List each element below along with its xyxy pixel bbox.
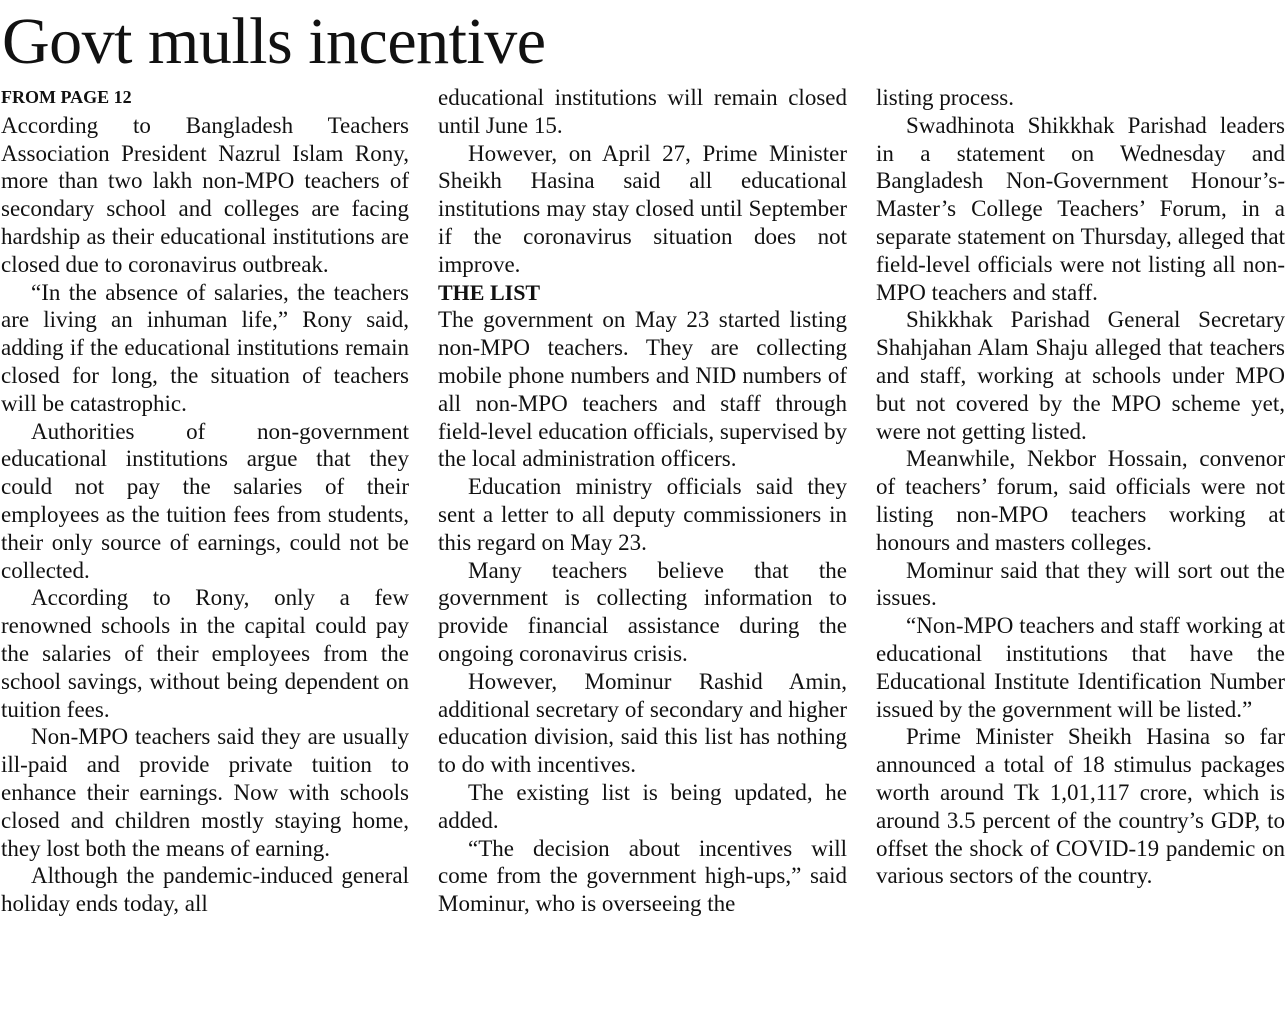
section-subhead: THE LIST xyxy=(438,279,541,305)
paragraph: Meanwhile, Nekbor Hossain, convenor of teachers’ forum, said officials were not listing non-MPO teachers working at honours and masters colleges. xyxy=(876,446,1285,555)
paragraph: Education ministry officials said they sent a letter to all deputy commissioners in this regard on May 23. xyxy=(438,474,847,555)
paragraph: Shikkhak Parishad General Secretary Shahjahan Alam Shaju alleged that teachers and staff, working at schools under MPO but not covered by the MPO scheme yet, were not getting listed. xyxy=(876,307,1285,444)
paragraph: “Non-MPO teachers and staff working at educational institutions that have the Educational Institute Identification Number issued by the government will be listed.” xyxy=(876,613,1285,722)
paragraph: Although the pandemic-induced general holiday ends today, all xyxy=(1,863,409,917)
paragraph: The existing list is being updated, he added. xyxy=(438,779,847,833)
paragraph: Mominur said that they will sort out the issues. xyxy=(876,557,1285,611)
paragraph: Authorities of non-government educational institutions argue that they could not pay the salaries of their employees as the tuition fees from students, their only source of earnings, could not be collected. xyxy=(1,418,409,583)
headline: Govt mulls incentive xyxy=(2,5,546,78)
paragraph: According to Bangladesh Teachers Association President Nazrul Islam Rony, more than two lakh non-MPO teachers of secondary school and colleges are facing hardship as their educational institutions are closed due to coronavirus outbreak. xyxy=(1,112,409,277)
paragraph: Many teachers believe that the government is collecting information to provide financial assistance during the ongoing coronavirus crisis. xyxy=(438,557,847,666)
paragraph: Swadhinota Shikkhak Parishad leaders in a statement on Wednesday and Bangladesh Non-Government Honour’s-Master’s College Teachers’ Forum, in a separate statement on Thursday, alleged that field-level officials were not listing all non-MPO teachers and staff. xyxy=(876,112,1285,305)
article-column-1 xyxy=(1,84,409,918)
paragraph: educational institutions will remain closed until June 15. xyxy=(438,85,847,138)
paragraph: listing process. xyxy=(876,85,1014,110)
article-column-2 xyxy=(438,84,847,918)
paragraph: “The decision about incentives will come from the government high-ups,” said Mominur, who is overseeing the xyxy=(438,835,847,917)
paragraph: The government on May 23 started listing non-MPO teachers. They are collecting mobile phone numbers and NID numbers of all non-MPO teachers and staff through field-level education officials, supervised by the local administration officers. xyxy=(438,307,847,472)
article-column-3 xyxy=(876,84,1285,890)
paragraph: According to Rony, only a few renowned schools in the capital could pay the salaries of their employees from the school savings, without being dependent on tuition fees. xyxy=(1,585,409,722)
paragraph: However, on April 27, Prime Minister Sheikh Hasina said all educational institutions may stay closed until September if the coronavirus situation does not improve. xyxy=(438,140,847,277)
paragraph: “In the absence of salaries, the teachers are living an inhuman life,” Rony said, adding if the educational institutions remain closed for long, the situation of teachers will be catastrophic. xyxy=(1,279,409,416)
continued-from-label: FROM PAGE 12 xyxy=(1,87,132,107)
paragraph: Non-MPO teachers said they are usually ill-paid and provide private tuition to enhance their earnings. Now with schools closed and children mostly staying home, they lost both the means of earning. xyxy=(1,724,409,861)
paragraph: Prime Minister Sheikh Hasina so far announced a total of 18 stimulus packages worth around Tk 1,01,117 crore, which is around 3.5 percent of the country’s GDP, to offset the shock of COVID-19 pandemic on various sectors of the country. xyxy=(876,724,1285,889)
paragraph: However, Mominur Rashid Amin, additional secretary of secondary and higher education division, said this list has nothing to do with incentives. xyxy=(438,668,847,778)
